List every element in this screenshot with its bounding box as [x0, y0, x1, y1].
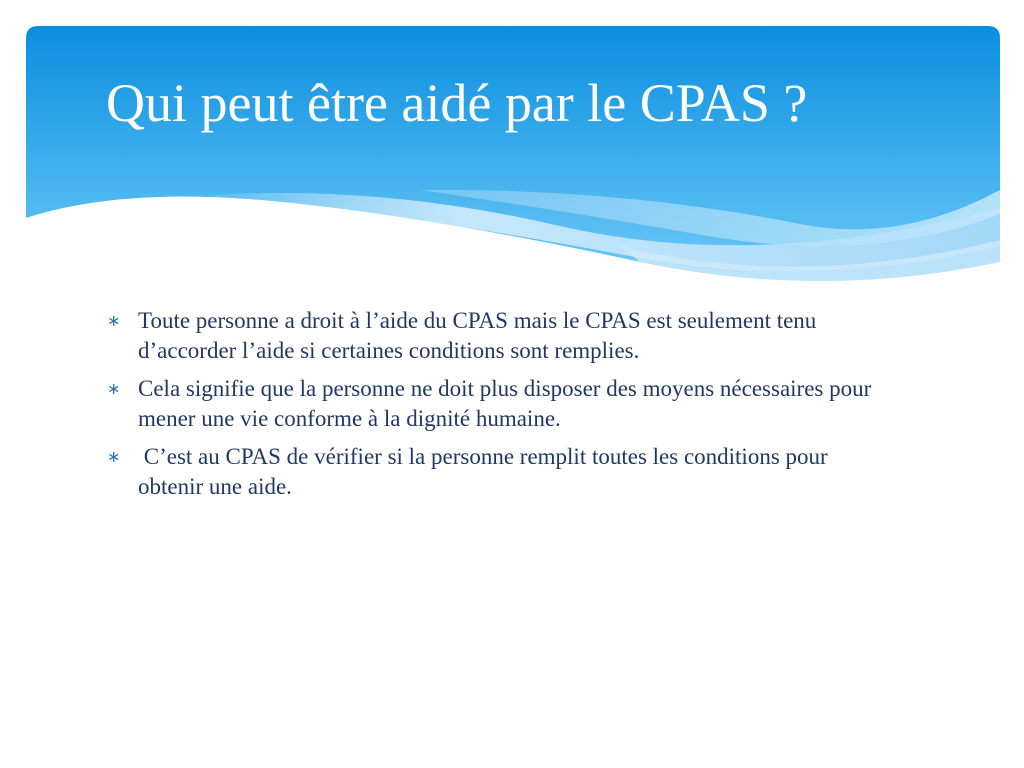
asterisk-bullet-icon: ∗ — [107, 313, 121, 330]
asterisk-bullet-icon: ∗ — [107, 449, 121, 466]
bullet-text: Cela signifie que la personne ne doit plus disposer des moyens nécessaires pour mener une vie conforme à la dignité humaine. — [138, 376, 872, 431]
bullet-text: Toute personne a droit à l’aide du CPAS mais le CPAS est seulement tenu d’accorder l’aide si certaines conditions sont remplies. — [138, 308, 817, 363]
slide-title: Qui peut être aidé par le CPAS ? — [106, 73, 808, 133]
bullet-text: C’est au CPAS de vérifier si la personne remplit toutes les conditions pour obtenir une aide. — [138, 444, 834, 499]
list-item — [100, 442, 890, 502]
asterisk-bullet-icon: ∗ — [107, 381, 121, 398]
header-banner — [0, 0, 1024, 300]
list-item — [100, 374, 890, 434]
wave-background — [0, 0, 1024, 300]
list-item — [100, 306, 890, 366]
bullet-list — [100, 306, 890, 510]
